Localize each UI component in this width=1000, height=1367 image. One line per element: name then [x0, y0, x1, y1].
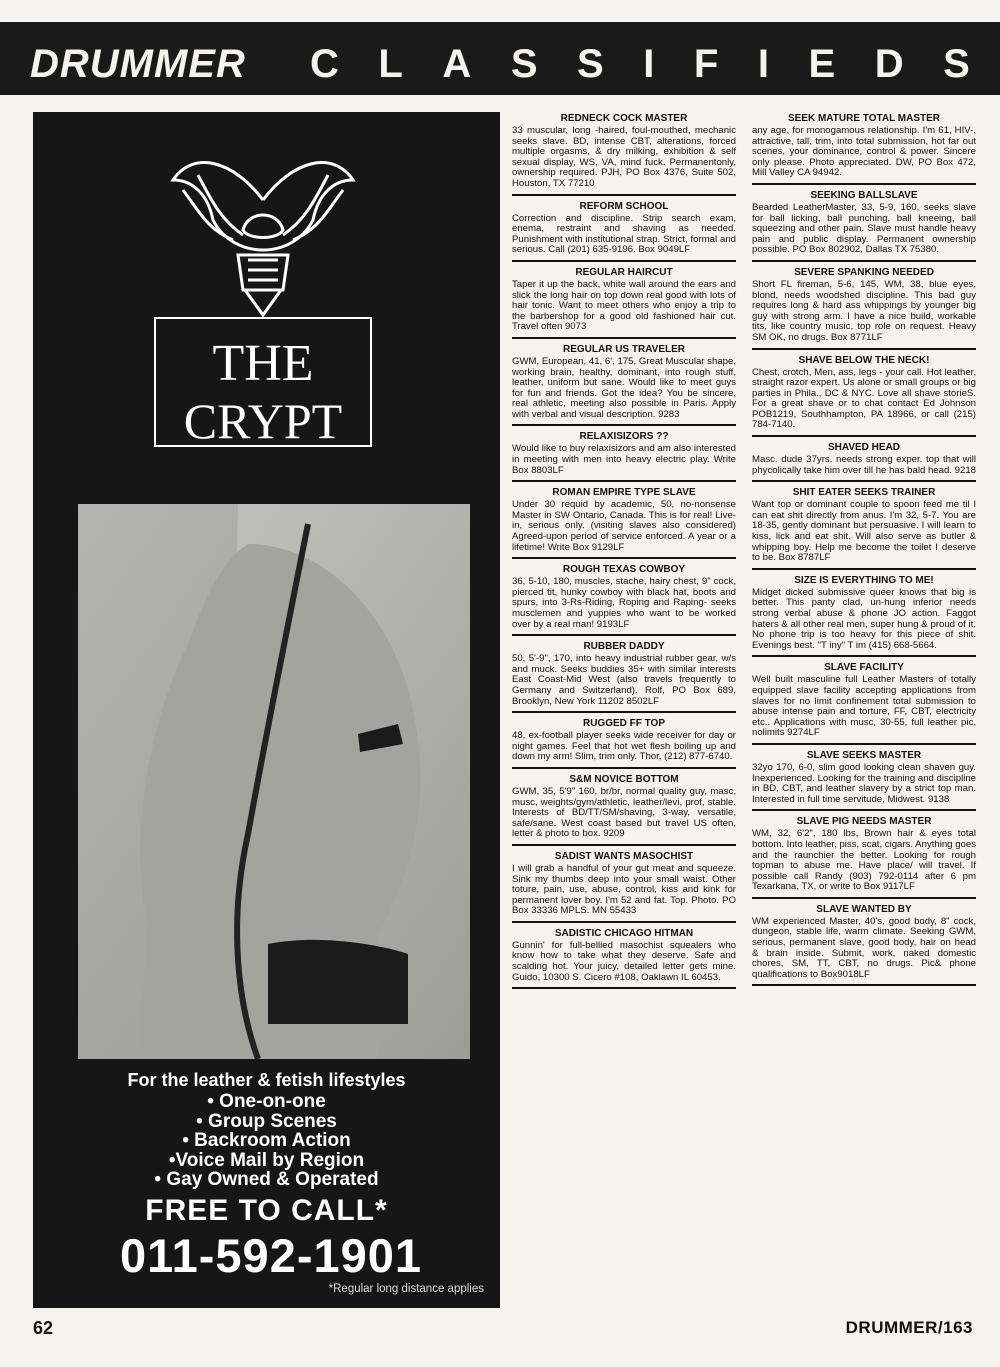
entry-body: 36, 5-10, 180, muscles, stache, hairy chest, 9" cock, pierced tit, hunky cowboy with black hat, boots and spurs, into 3-Rs-Riding, Roping and Raping- seeks musclemen and yuppies who want to be worked over by a real man! 9193LF: [512, 576, 736, 630]
logo-text-crypt: CRYPT: [183, 393, 343, 449]
classified-entry: [752, 574, 976, 658]
entry-title: RELAXISIZORS ??: [579, 431, 669, 443]
entry-body: Midget dicked submissive queer knows that big is better. This panty clad, un-hung inferior needs strong verbal abuse & phone JO action. Faggot haters & all other real men, super hung & proud of it. No phone trip is too heavy for this piece of shit. Evenings best. "T iny" T im (415) 668-5664.: [752, 586, 976, 651]
section-title-letter: S: [943, 42, 970, 86]
section-title-letter: I: [757, 42, 769, 86]
magazine-title: DRUMMER: [30, 42, 246, 86]
classified-entry: [512, 266, 736, 339]
entry-title: ROMAN EMPIRE TYPE SLAVE: [552, 487, 696, 499]
section-title-letter: I: [643, 42, 655, 86]
entry-body: GWM, European, 41, 6', 175, Great Muscular shape, working brain, healthy, dominant, into rough stuff, leather, uniform but sane. Would like to meet guys for fun and friends. Got the idea? You be sincere, real athletic, meeting also possible in Paris. Apply with verbal and visual description. 9283: [512, 355, 736, 420]
entry-body: I will grab a handful of your gut meat and squeeze. Sink my thumbs deep into your small waist. Other toture, pain, use, abuse, control, kiss and kink for permanent lover boy. I'm 52 and fat. Top. Photo. PO Box 33336 MPLS. MN 55433: [512, 862, 736, 917]
entry-title: SHAVE BELOW THE NECK!: [798, 354, 930, 366]
ad-bullet: •Voice Mail by Region: [168, 1149, 365, 1171]
entry-body: Want top or dominant couple to spoon feed me til I can eat shit directly from anus. I'm 32, 5-7. You are 18-35, gently dominant but persuasive. I will learn to kiss, lick and eat shit. Will also serve as butler & whipping boy. Help me become the toilet I deserve to be. Box 8787LF: [752, 499, 976, 564]
classified-entry: [752, 903, 976, 987]
classified-entry: [512, 112, 736, 196]
entry-body: Chest, crotch, Men, ass, legs - your call. Hot leather, straight razor expert. Us alone or small groups or big parties in Phila., DC & NYC. Love all shave storieS. For a great shave or to chat contact Ed Johnson POB1219, Southhampton, PA 18966, or call (215) 784-7140.: [752, 366, 976, 431]
classified-entry: [512, 717, 736, 769]
ad-bullet-list: [33, 1092, 500, 1190]
section-title-letter: S: [510, 42, 538, 86]
entry-body: 48, ex-football player seeks wide receiver for day or night games. Feel that hot wet flesh boiling up and down my arm! Slim, trim only. Thor, (212) 877-6740.: [512, 730, 736, 763]
classified-entry: [752, 354, 976, 438]
ad-bullet: • Gay Owned & Operated: [154, 1169, 379, 1190]
ad-bullet: • One-on-one: [207, 1091, 326, 1112]
classified-entry: [512, 343, 736, 427]
entry-body: Taper it up the back, white wall around the ears and slick the long hair on top down real good with lots of hair tonic. Want to meet others who enjoy a trip to the barbershop for a good old fashioned hair cut. Travel often 9073: [512, 278, 736, 333]
entry-body: Well built masculine full Leather Masters of totally equipped slave facility accepting applications from slaves for no limit confinement total submission to abuse intense pain and torture, FF, CBT, electricity etc.. Applications with musc, 30-55, full leather pic, nolimits 9274LF: [752, 674, 976, 739]
page-number: 62: [33, 1318, 54, 1338]
entry-body: Masc. dude 37yrs. needs strong exper. top that will phycolically take him over till he has bald head. 9218: [752, 454, 976, 476]
classified-entry: [512, 563, 736, 636]
entry-title: SEVERE SPANKING NEEDED: [794, 266, 934, 278]
entry-body: WM, 32, 6'2", 180 lbs, Brown hair & eyes total bottom. Into leather, piss, scat, cigars. Anything goes and the raunchier the better. Looking for rough topman to abuse me. Have place/ will travel. If possible call Randy (903) 792-0114 after 6 pm Texarkana, TX, or write to Box 9117LF: [752, 828, 976, 893]
eagle-icon: [173, 163, 353, 315]
issue-label: DRUMMER/163: [845, 1318, 973, 1337]
classifieds-column-1: [512, 112, 736, 993]
section-title-letter: C: [310, 42, 339, 86]
classified-entry: [752, 112, 976, 185]
entry-title: SLAVE WANTED BY: [816, 903, 912, 915]
section-title-letter: L: [378, 42, 403, 86]
photo-illustration: [78, 504, 470, 1059]
entry-body: Bearded LeatherMaster, 33, 5-9, 160, seeks slave for ball licking, ball punching, ball kneeing, ball squeezing and other pain. Slave must handle heavy pain and public display. Permanent ownership possible. PO Box 802902, Dallas TX 75380.: [752, 201, 976, 256]
header-banner: [0, 0, 1000, 95]
classified-entry: [512, 927, 736, 989]
entry-title: REDNECK COCK MASTER: [560, 113, 688, 124]
entry-title: REFORM SCHOOL: [579, 200, 669, 212]
entry-body: 50, 5'-9", 170, into heavy industrial rubber gear, w/s and muck. Seeks buddies 35+ with similar interests East Coast-Mid West (also travels frequently to Germany and Switzerland). Rolf, PO Box 689, Brooklyn, New York 11202 8502LF: [512, 653, 736, 707]
crypt-advertisement: [33, 112, 500, 1308]
classified-entry: [752, 486, 976, 570]
entry-body: any age, for monogamous relationship. I'm 61, HIV-, attractive, tall, trim, into total submission, hot far out scenes, your dominance, control & power. Sincere only please. Photo appreciated. DW, PO Box 472, Mill Valley CA 94942.: [752, 125, 976, 179]
entry-body: Under 30 requid by academic, 50, no-nonsense Master in SW Ontario, Canada. This is for real! Live-in, serious only. (visiting slaves also considered) Agreed-upon period of service enforced. A year or a lifetime! Write Box 9129LF: [512, 499, 736, 553]
ad-photo: [78, 504, 470, 1059]
entry-title: SEEKING BALLSLAVE: [810, 189, 918, 201]
entry-title: REGULAR HAIRCUT: [575, 266, 673, 278]
entry-body: Short FL fireman, 5-6, 145, WM, 38, blue eyes, blond, needs woodshed discipline. This bad guy requires long & hard ass whippings by younger big guy with strong arm. I have a nice build, workable tits, like country music, top role on request. Heavy SM OK, no drugs. Box 8771LF: [752, 278, 976, 343]
trunks-shape: [268, 940, 408, 1024]
entry-body: Would like to buy relaxisizors and am also interested in meeting with men into heavy electric play. Write Box 8803LF: [512, 443, 736, 476]
entry-title: SHAVED HEAD: [827, 442, 901, 454]
entry-title: SADIST WANTS MASOCHIST: [554, 850, 694, 862]
entry-body: 33 muscular, long -haired, foul-mouthed, mechanic seeks slave. BD, intense CBT, alterations, forced multiple orgasms, & dry milking, exhibition & self sexual display, WS, VA, mind fuck. Permanentonly, ownership required. PJH, PO Box 4376, Suite 502, Houston, TX 77210: [512, 125, 736, 189]
entry-body: GWM, 35, 5'9" 160, br/br, normal quality guy, masc, musc, weights/gym/athletic, leather/levi, prof, stable. Interests of BD/TT/SM/shaving, 3-way, versatile, safe/sane. West coast based but travel US often, letter & photo to box. 9209: [512, 785, 736, 840]
classified-entry: [752, 749, 976, 811]
classified-entry: [512, 773, 736, 846]
classified-entry: [512, 486, 736, 559]
entry-title: SEEK MATURE TOTAL MASTER: [787, 113, 941, 124]
classified-entry: [752, 441, 976, 482]
entry-body: Gunnin' for full-bellied masochist squealers who know how to take what they deserve. Safe and scalding hot. Your juicy, detailed letter gets mine. Guido, 10300 S. Cicero #108, Oaklawn IL 60453.: [512, 939, 736, 983]
entry-title: SHIT EATER SEEKS TRAINER: [792, 487, 936, 499]
entry-title: SLAVE FACILITY: [824, 662, 904, 674]
classified-entry: [752, 661, 976, 745]
ad-bullet: • Backroom Action: [182, 1130, 351, 1151]
entry-title: REGULAR US TRAVELER: [562, 343, 686, 355]
entry-title: SLAVE PIG NEEDS MASTER: [796, 816, 932, 828]
entry-title: SLAVE SEEKS MASTER: [806, 749, 922, 761]
classifieds-column-2: [752, 112, 976, 990]
classified-entry: [512, 640, 736, 713]
entry-body: Correction and discipline. Strip search exam, enema, restraint and shaving as needed. Punishment with institutional strap. Strict, formal and serious. Call (201) 635-9196. Box 9049LF: [512, 212, 736, 256]
entry-body: WM experienced Master, 40's, good body, 8" cock, dungeon, stable life, warm climate. Seeking GWM, serious, permanent slave, good body, hair on head & brain inside. Submit, work, naked domestic chores, SM, TT, CBT, no drugs. Pic& phone qualifications to Box9018LF: [752, 915, 976, 980]
crypt-logo: [153, 140, 373, 450]
ad-bullet: • Group Scenes: [196, 1110, 337, 1132]
classified-entry: [752, 266, 976, 350]
classified-entry: [512, 200, 736, 262]
entry-title: S&M NOVICE BOTTOM: [569, 773, 679, 785]
banner-top-strip: [0, 0, 1000, 22]
classified-entry: [512, 430, 736, 482]
classified-entry: [752, 815, 976, 899]
ad-footnote: *Regular long distance applies: [328, 1283, 484, 1295]
ad-phone-number: 011-592-1901: [119, 1229, 423, 1282]
ad-free-to-call: FREE TO CALL*: [145, 1194, 388, 1227]
section-title-letter: D: [874, 42, 904, 86]
section-title: [310, 40, 970, 88]
entry-title: SIZE IS EVERYTHING TO ME!: [794, 574, 934, 586]
classified-entry: [512, 850, 736, 923]
classified-entry: [752, 189, 976, 262]
section-title-letter: E: [808, 42, 836, 86]
entry-title: SADISTIC CHICAGO HITMAN: [554, 927, 694, 939]
entry-body: 32yo 170, 6-0, slim good looking clean shaven guy. Inexperienced. Looking for the training and discipline in BD, CBT, and leather slavery by a strict top man. Interested in full time servitude, Midwest. 9138: [752, 761, 977, 805]
entry-title: ROUGH TEXAS COWBOY: [562, 564, 686, 576]
section-title-letter: A: [442, 42, 472, 86]
entry-title: RUBBER DADDY: [583, 641, 665, 653]
section-title-letter: F: [693, 42, 719, 86]
entry-title: RUGGED FF TOP: [582, 718, 666, 730]
section-title-letter: S: [577, 42, 604, 86]
ad-tagline: For the leather & fetish lifestyles: [127, 1070, 406, 1090]
logo-text-the: THE: [212, 335, 314, 392]
